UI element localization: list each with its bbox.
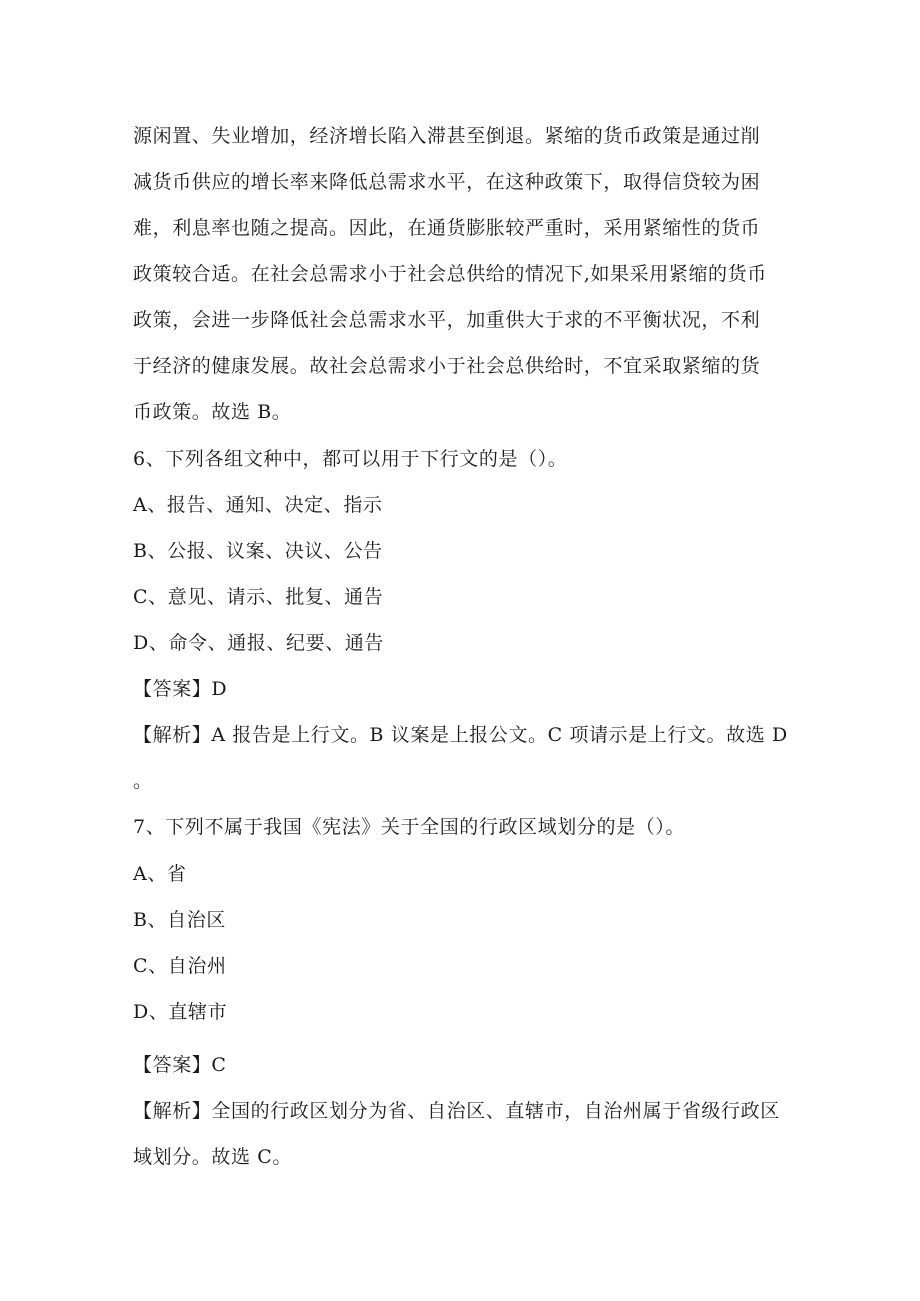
question-7-option-b: B、自治区 — [133, 909, 226, 931]
question-6-option-c: C、意见、请示、批复、通告 — [133, 586, 384, 608]
paragraph-line: 币政策。故选 B。 — [133, 401, 292, 423]
question-6-option-d: D、命令、通报、纪要、通告 — [133, 632, 385, 654]
question-6-analysis-line: 。 — [133, 770, 153, 792]
paragraph-line: 于经济的健康发展。故社会总需求小于社会总供给时，不宜采取紧缩的货 — [133, 355, 761, 377]
question-7-analysis-line: 【解析】全国的行政区划分为省、自治区、直辖市，自治州属于省级行政区 — [133, 1100, 780, 1122]
question-6-answer: 【答案】D — [133, 678, 228, 700]
paragraph-line: 源闲置、失业增加，经济增长陷入滞甚至倒退。紧缩的货币政策是通过削 — [133, 125, 761, 147]
paragraph-line: 政策较合适。在社会总需求小于社会总供给的情况下,如果采用紧缩的货币 — [133, 263, 767, 285]
question-7-option-d: D、直辖市 — [133, 1001, 228, 1023]
paragraph-line: 难，利息率也随之提高。因此，在通货膨胀较严重时，采用紧缩性的货币 — [133, 217, 761, 239]
question-6-stem: 6、下列各组文种中，都可以用于下行文的是（）。 — [133, 448, 568, 470]
question-6-analysis-line: 【解析】A 报告是上行文。B 议案是上报公文。C 项请示是上行文。故选 D — [133, 724, 788, 746]
question-7-answer: 【答案】C — [133, 1054, 227, 1076]
question-7-option-c: C、自治州 — [133, 955, 227, 977]
question-6-option-b: B、公报、议案、决议、公告 — [133, 540, 383, 562]
paragraph-line: 减货币供应的增长率来降低总需求水平，在这种政策下，取得信贷较为困 — [133, 171, 761, 193]
question-7-analysis-line: 域划分。故选 C。 — [133, 1146, 292, 1168]
question-7-option-a: A、省 — [133, 863, 187, 885]
question-7-stem: 7、下列不属于我国《宪法》关于全国的行政区域划分的是（）。 — [133, 816, 685, 838]
paragraph-line: 政策，会进一步降低社会总需求水平，加重供大于求的不平衡状况，不利 — [133, 309, 761, 331]
question-6-option-a: A、报告、通知、决定、指示 — [133, 494, 383, 516]
